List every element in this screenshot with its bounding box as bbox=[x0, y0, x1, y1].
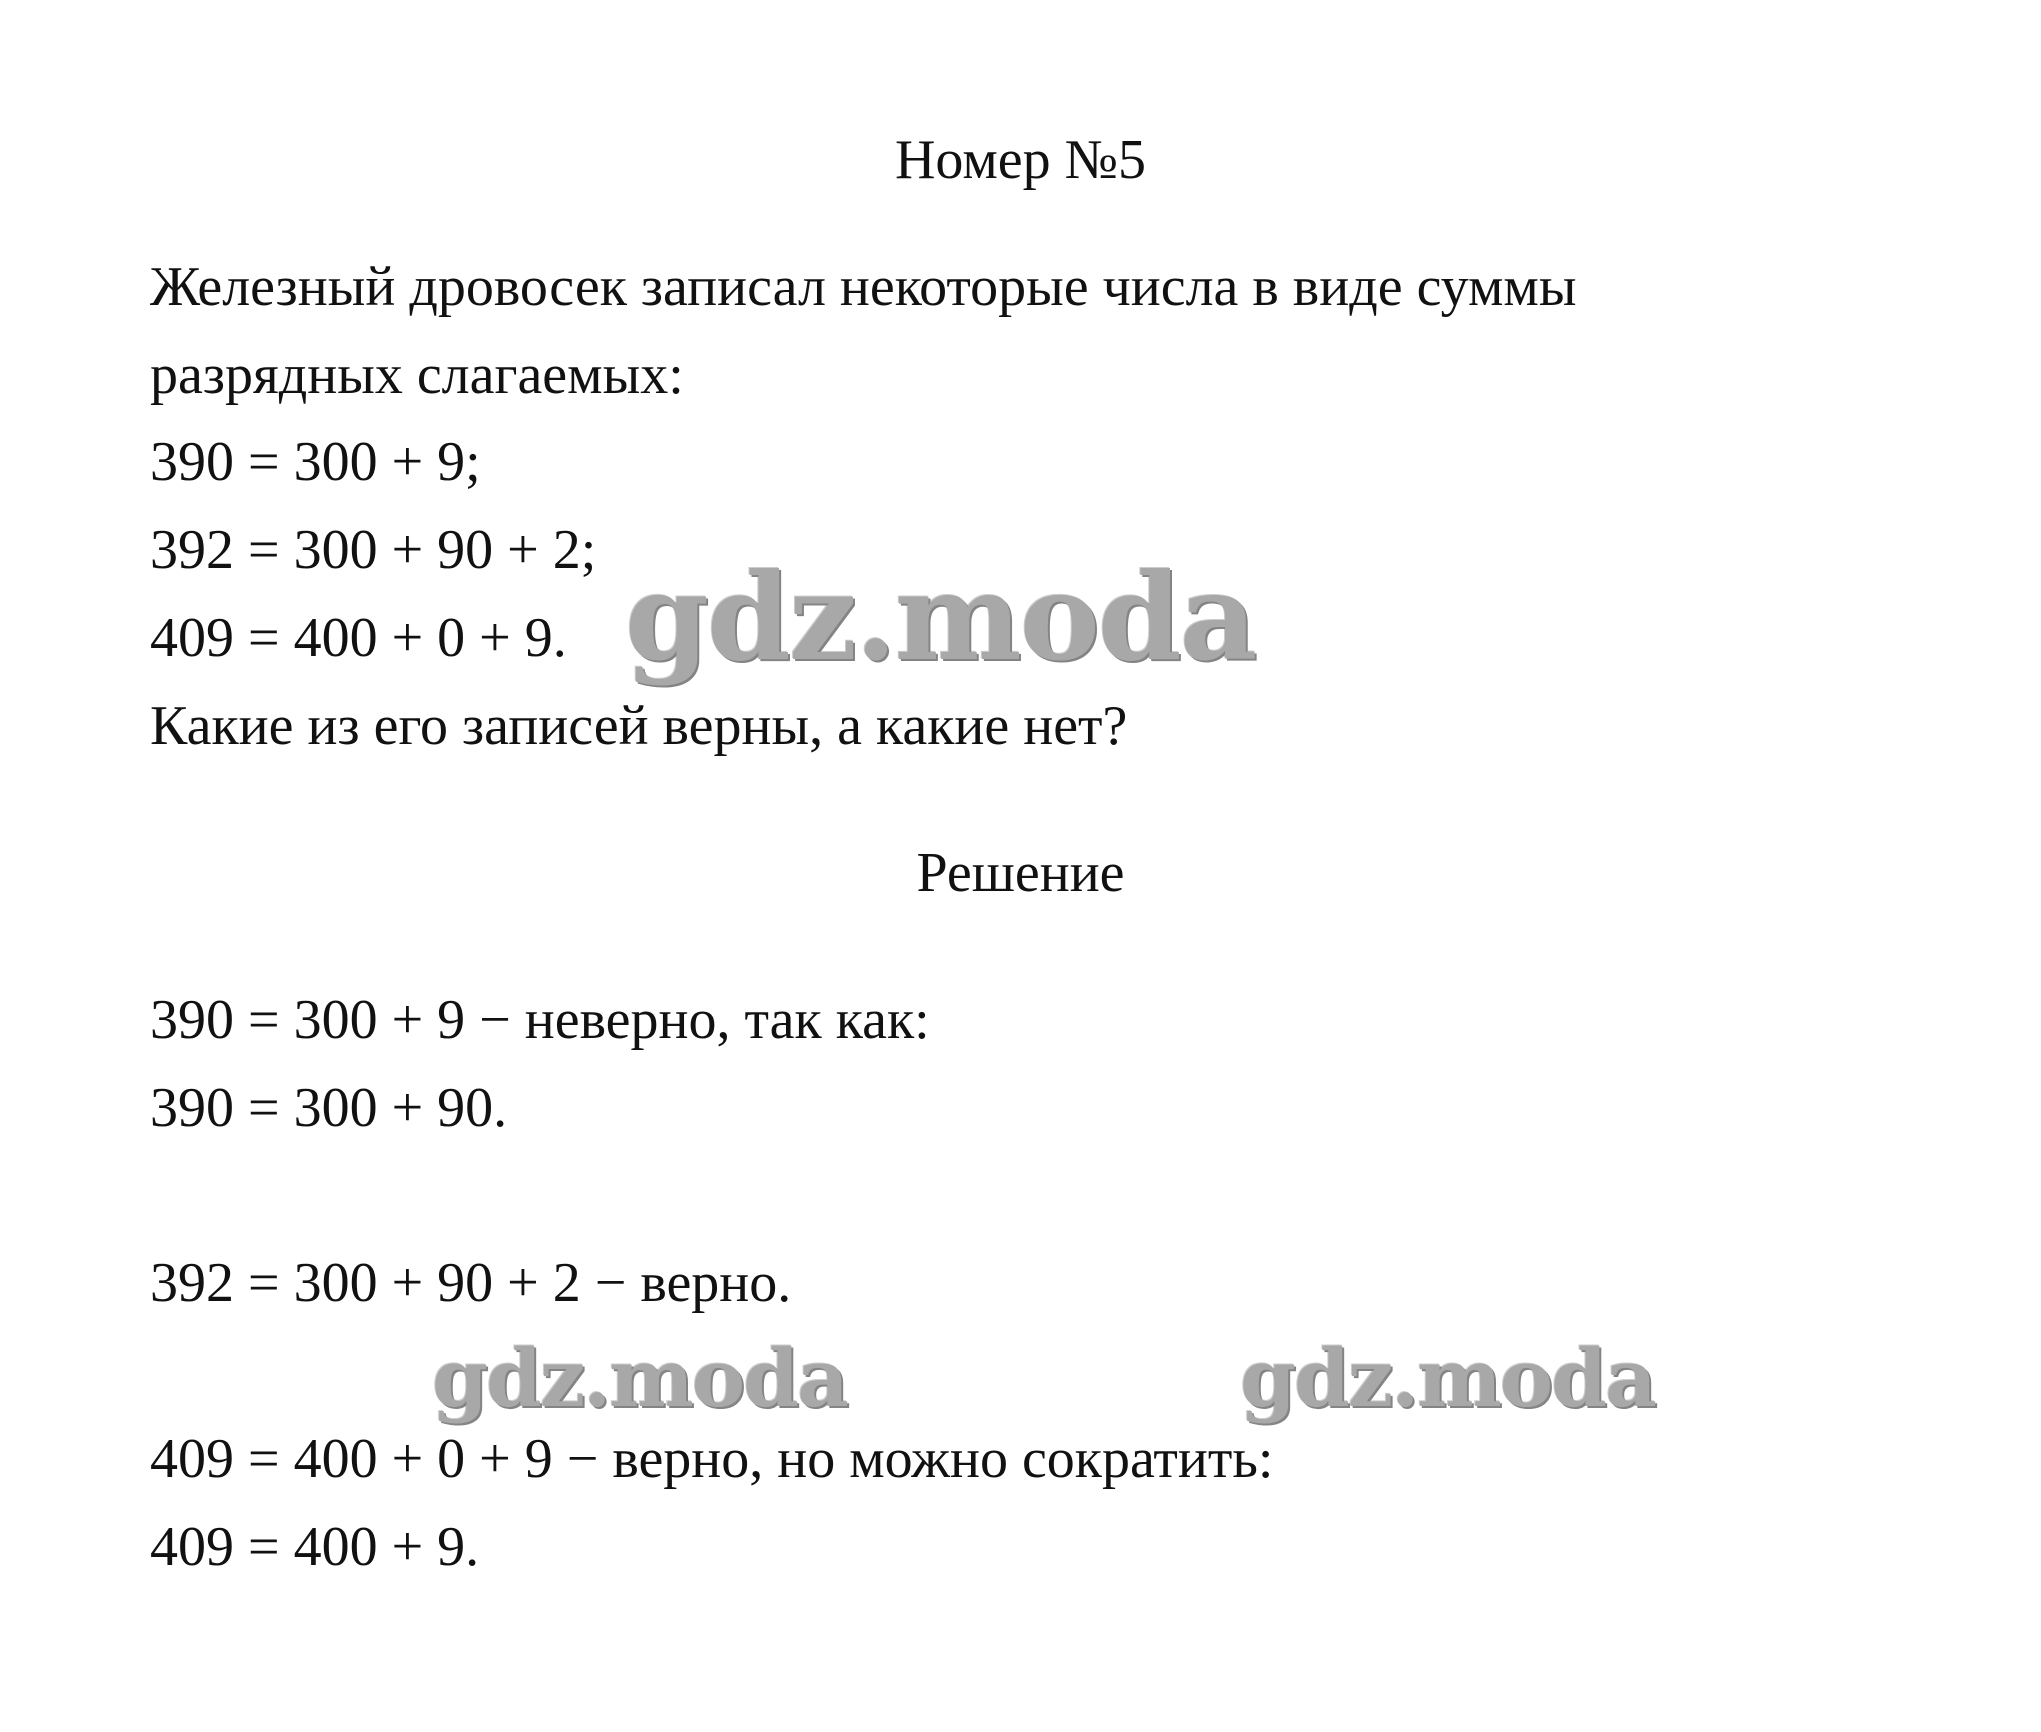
solution-line: 392 = 300 + 90 + 2 − верно. bbox=[150, 1252, 792, 1314]
solution-line: 409 = 400 + 9. bbox=[150, 1516, 480, 1578]
page-title: Номер №5 bbox=[894, 129, 1147, 191]
watermark: gdz.moda bbox=[625, 547, 1256, 688]
watermark: gdz.moda bbox=[432, 1331, 847, 1425]
task-line: Какие из его записей верны, а какие нет? bbox=[150, 695, 1128, 757]
task-line: разрядных слагаемых: bbox=[150, 344, 684, 406]
task-line: 409 = 400 + 0 + 9. bbox=[150, 607, 567, 669]
task-line: Железный дровосек записал некоторые числа в виде суммы bbox=[150, 256, 1577, 318]
watermark: gdz.moda bbox=[1240, 1331, 1655, 1425]
solution-heading: Решение bbox=[916, 842, 1125, 904]
solution-line: 390 = 300 + 9 − неверно, так как: bbox=[150, 989, 930, 1051]
task-line: 392 = 300 + 90 + 2; bbox=[150, 519, 597, 581]
task-line: 390 = 300 + 9; bbox=[150, 431, 481, 493]
solution-line: 409 = 400 + 0 + 9 − верно, но можно сократить: bbox=[150, 1428, 1274, 1490]
solution-line: 390 = 300 + 90. bbox=[150, 1077, 508, 1139]
